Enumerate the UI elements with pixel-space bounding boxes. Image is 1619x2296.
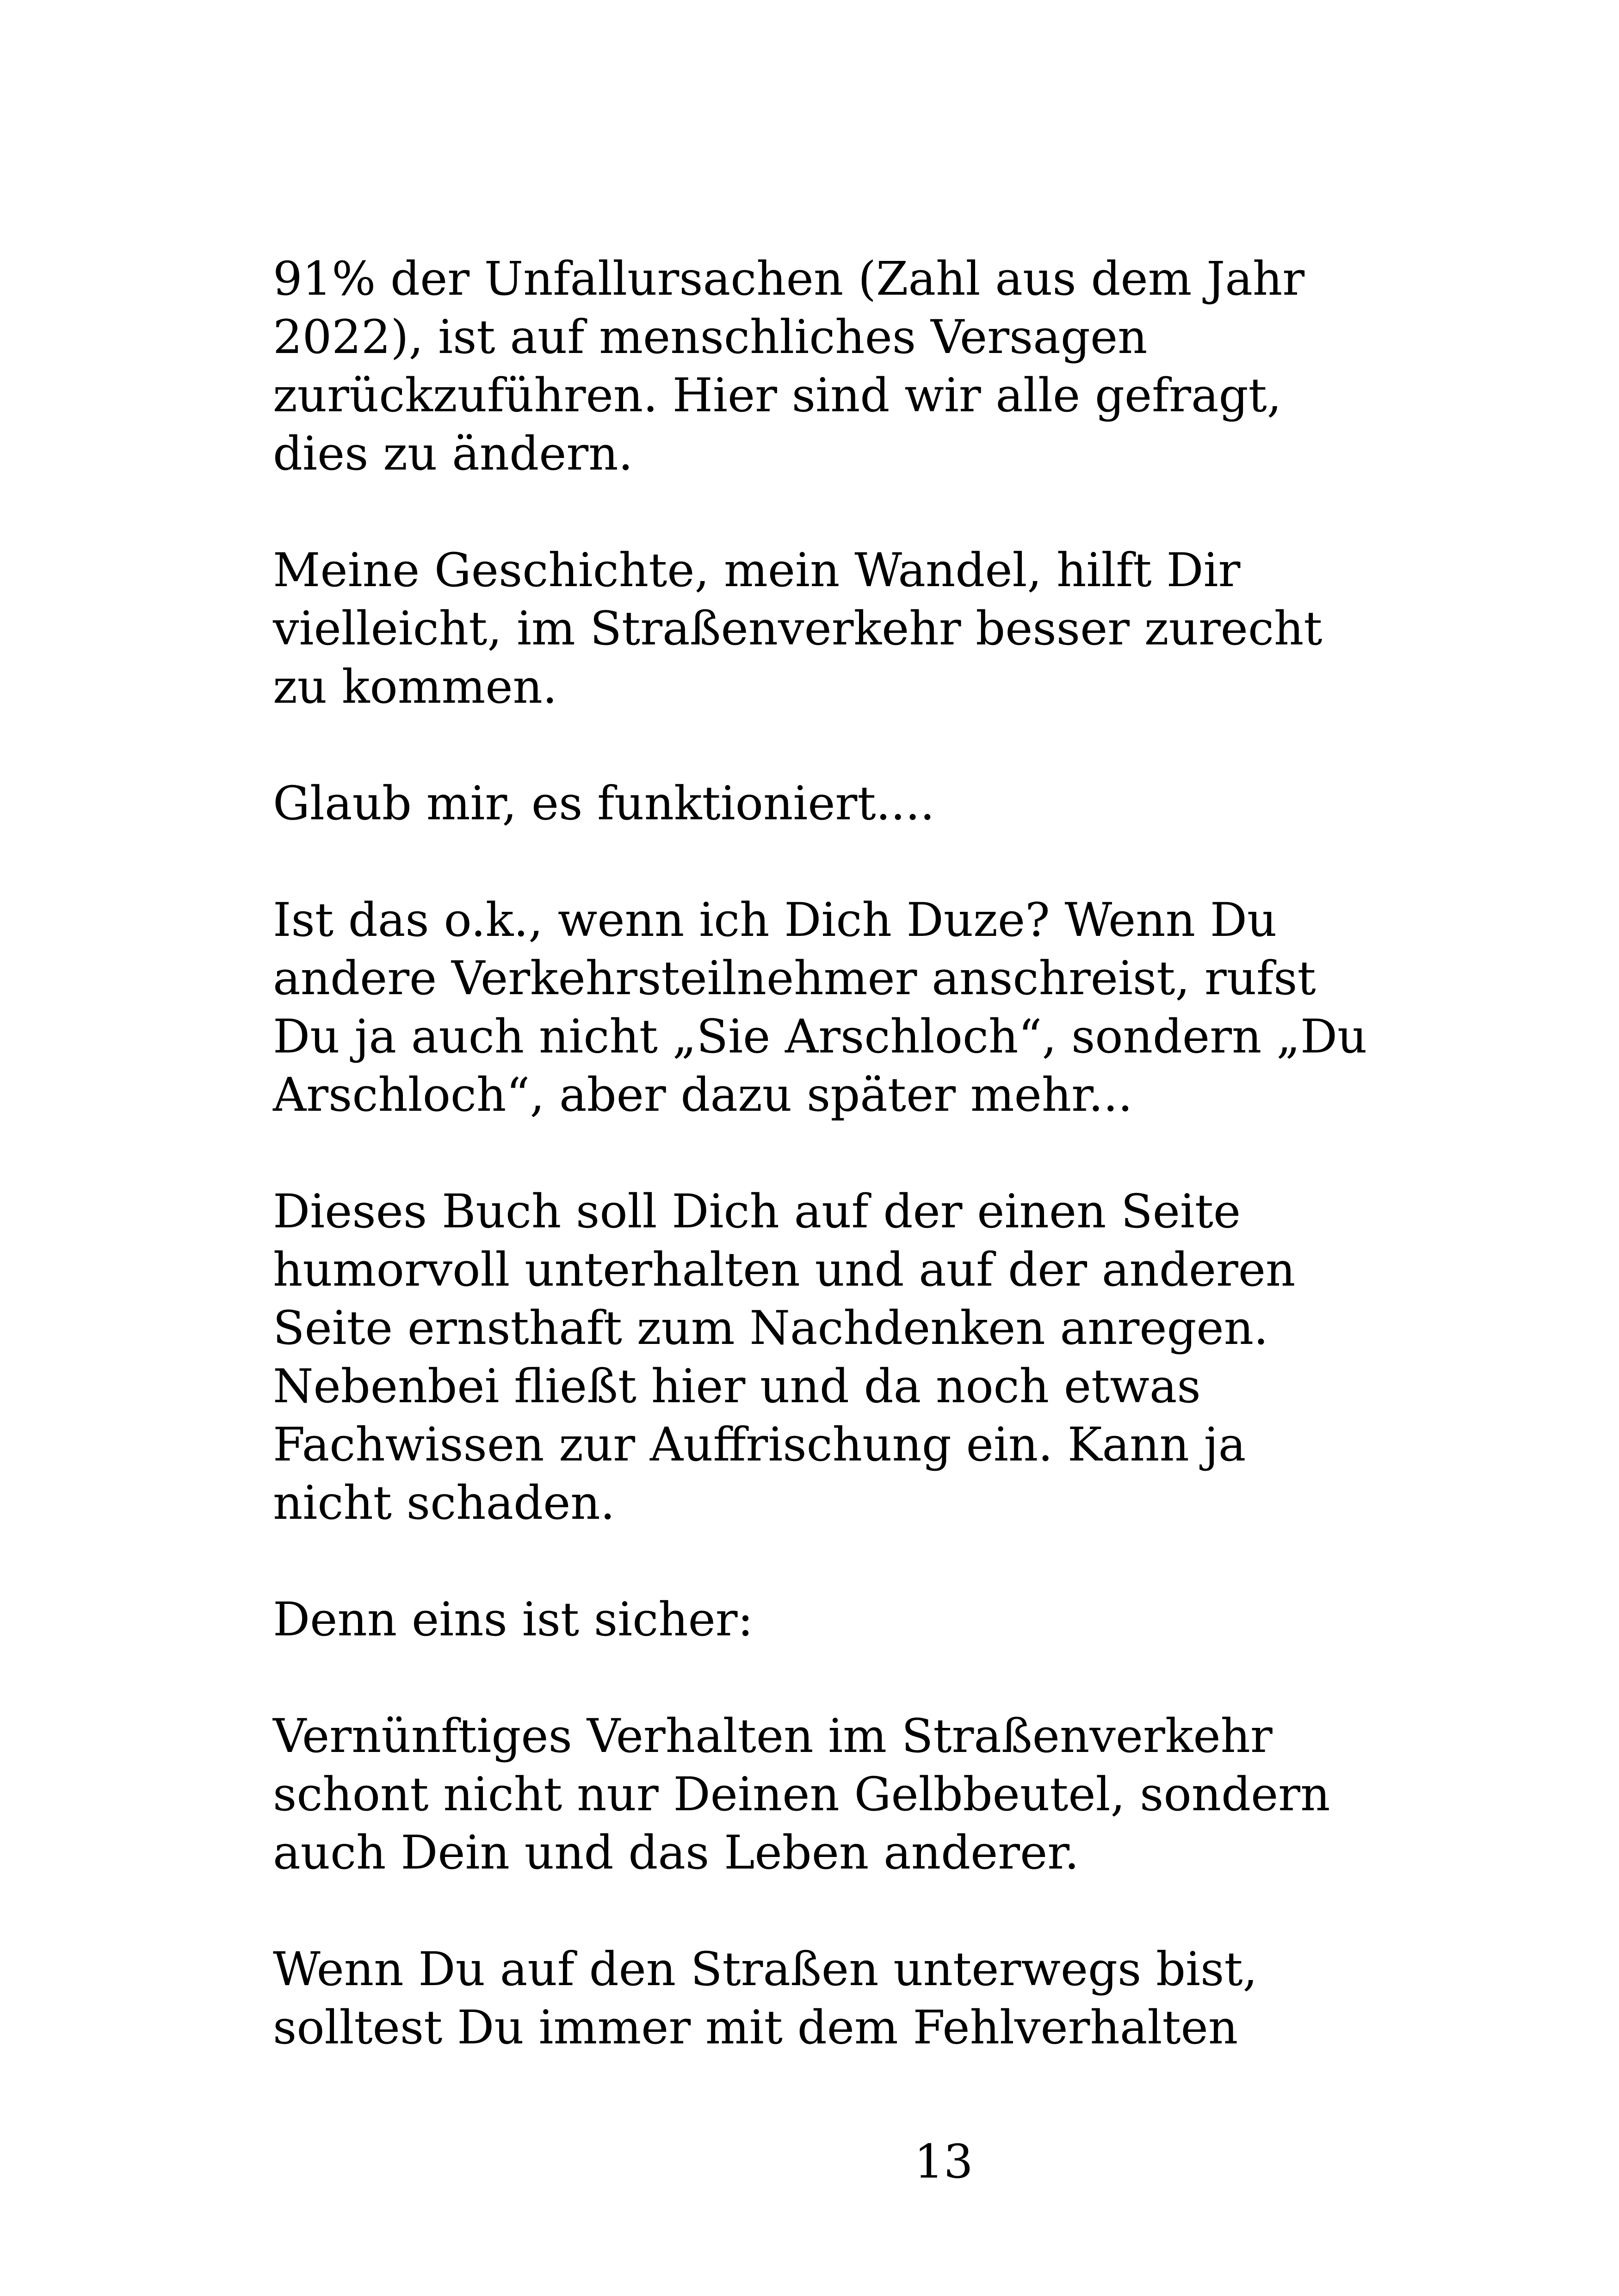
text-line: andere Verkehrsteilnehmer anschreist, rufst: [273, 951, 1316, 1005]
paragraph-my-story: [273, 541, 1365, 716]
paragraph-sensible-behaviour: [273, 1707, 1365, 1882]
paragraph-on-the-roads: [273, 1940, 1365, 2057]
text-line: nicht schaden.: [273, 1476, 615, 1530]
text-line: Arschloch“, aber dazu später mehr...: [273, 1068, 1133, 1122]
text-line: schont nicht nur Deinen Gelbbeutel, sondern: [273, 1767, 1330, 1821]
text-line: zu kommen.: [273, 660, 557, 714]
text-line: Ist das o.k., wenn ich Dich Duze? Wenn Du: [273, 893, 1277, 947]
text-line: dies zu ändern.: [273, 427, 633, 481]
text-line: Du ja auch nicht „Sie Arschloch“, sondern „Du: [273, 1009, 1367, 1064]
paragraph-one-thing-is-sure: [273, 1590, 1365, 1649]
text-line: Vernünftiges Verhalten im Straßenverkehr: [273, 1709, 1273, 1763]
page-number: 13: [914, 2135, 973, 2189]
text-line: Wenn Du auf den Straßen unterwegs bist,: [273, 1942, 1258, 1996]
text-line: Glaub mir, es funktioniert....: [273, 776, 935, 830]
text-line: solltest Du immer mit dem Fehlverhalten: [273, 2000, 1238, 2055]
text-line: humorvoll unterhalten und auf der anderen: [273, 1243, 1296, 1297]
paragraph-book-purpose: [273, 1182, 1365, 1532]
text-line: Fachwissen zur Auffrischung ein. Kann ja: [273, 1417, 1246, 1472]
text-line: Seite ernsthaft zum Nachdenken anregen.: [273, 1301, 1268, 1355]
text-line: Meine Geschichte, mein Wandel, hilft Dir: [273, 543, 1241, 597]
text-line: Denn eins ist sicher:: [273, 1592, 754, 1646]
body-text: [273, 250, 1365, 2115]
paragraph-accident-statistics: [273, 250, 1365, 483]
text-line: auch Dein und das Leben anderer.: [273, 1826, 1079, 1880]
paragraph-believe-me: [273, 774, 1365, 833]
text-line: Dieses Buch soll Dich auf der einen Seite: [273, 1184, 1241, 1238]
text-line: 91% der Unfallursachen (Zahl aus dem Jahr: [273, 252, 1305, 306]
text-line: Nebenbei fließt hier und da noch etwas: [273, 1359, 1201, 1413]
text-line: vielleicht, im Straßenverkehr besser zurecht: [273, 601, 1322, 656]
text-line: 2022), ist auf menschliches Versagen: [273, 310, 1148, 364]
paragraph-informal-address: [273, 891, 1365, 1124]
text-line: zurückzuführen. Hier sind wir alle gefragt,: [273, 368, 1282, 422]
